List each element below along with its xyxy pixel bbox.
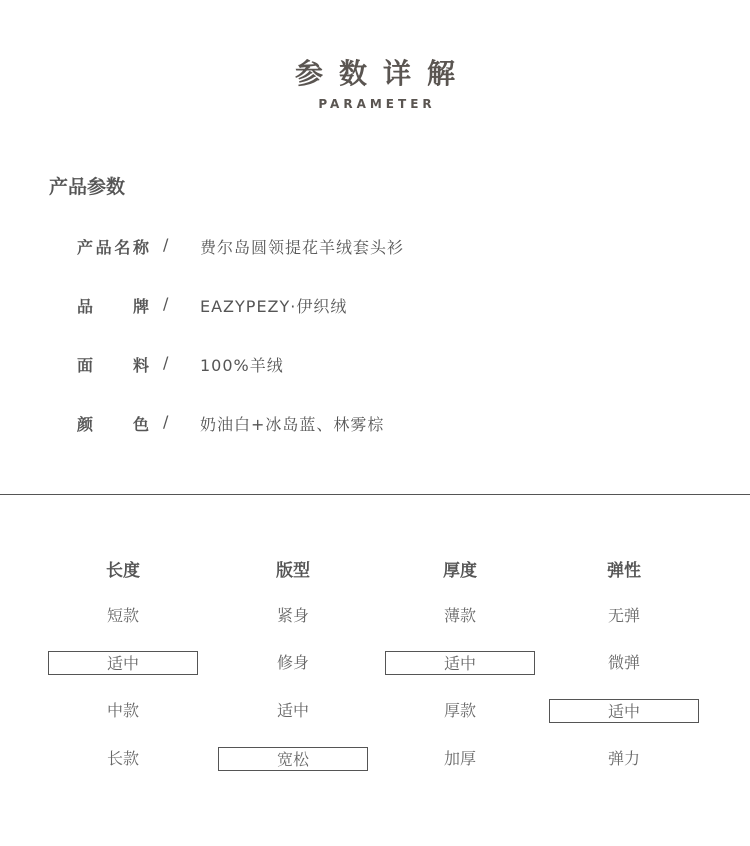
param-label: 品牌 [77,297,149,316]
attribute-option-selected-fit: 宽松 [218,747,368,771]
param-value: 费尔岛圆领提花羊绒套头衫 [200,238,405,257]
attribute-header-length: 长度 [106,561,140,581]
param-value: EAZYPEZY·伊织绒 [200,297,348,316]
attribute-header-fit: 版型 [276,561,310,581]
param-label: 颜色 [77,415,149,434]
attribute-option-elasticity: 微弹 [607,653,640,672]
param-value: 100%羊绒 [200,356,284,375]
section-divider [0,494,750,495]
param-separator: / [163,235,169,254]
attribute-option-fit: 适中 [276,701,309,720]
param-label: 产品名称 [77,238,149,257]
attribute-option-thickness: 薄款 [443,606,476,625]
param-separator: / [163,412,169,431]
attribute-header-thickness: 厚度 [443,561,477,581]
param-separator: / [163,294,169,313]
attribute-option-fit: 紧身 [276,606,309,625]
attribute-option-elasticity: 无弹 [607,606,640,625]
attribute-option-thickness: 加厚 [443,749,476,768]
attribute-option-length: 中款 [106,701,139,720]
attribute-option-elasticity: 弹力 [607,749,640,768]
attribute-option-selected-length: 适中 [48,651,198,675]
param-value: 奶油白+冰岛蓝、林雾棕 [200,415,385,434]
attribute-option-length: 长款 [106,749,139,768]
attribute-header-elasticity: 弹性 [607,561,641,581]
param-separator: / [163,353,169,372]
attribute-option-selected-elasticity: 适中 [549,699,699,723]
attribute-option-length: 短款 [106,606,139,625]
attribute-option-selected-thickness: 适中 [385,651,535,675]
page-title: 参数详解 [294,57,471,90]
page-subtitle: PARAMETER [318,97,436,111]
attribute-option-fit: 修身 [276,653,309,672]
param-label: 面料 [77,356,149,375]
attribute-option-thickness: 厚款 [443,701,476,720]
section-title: 产品参数 [49,176,126,198]
